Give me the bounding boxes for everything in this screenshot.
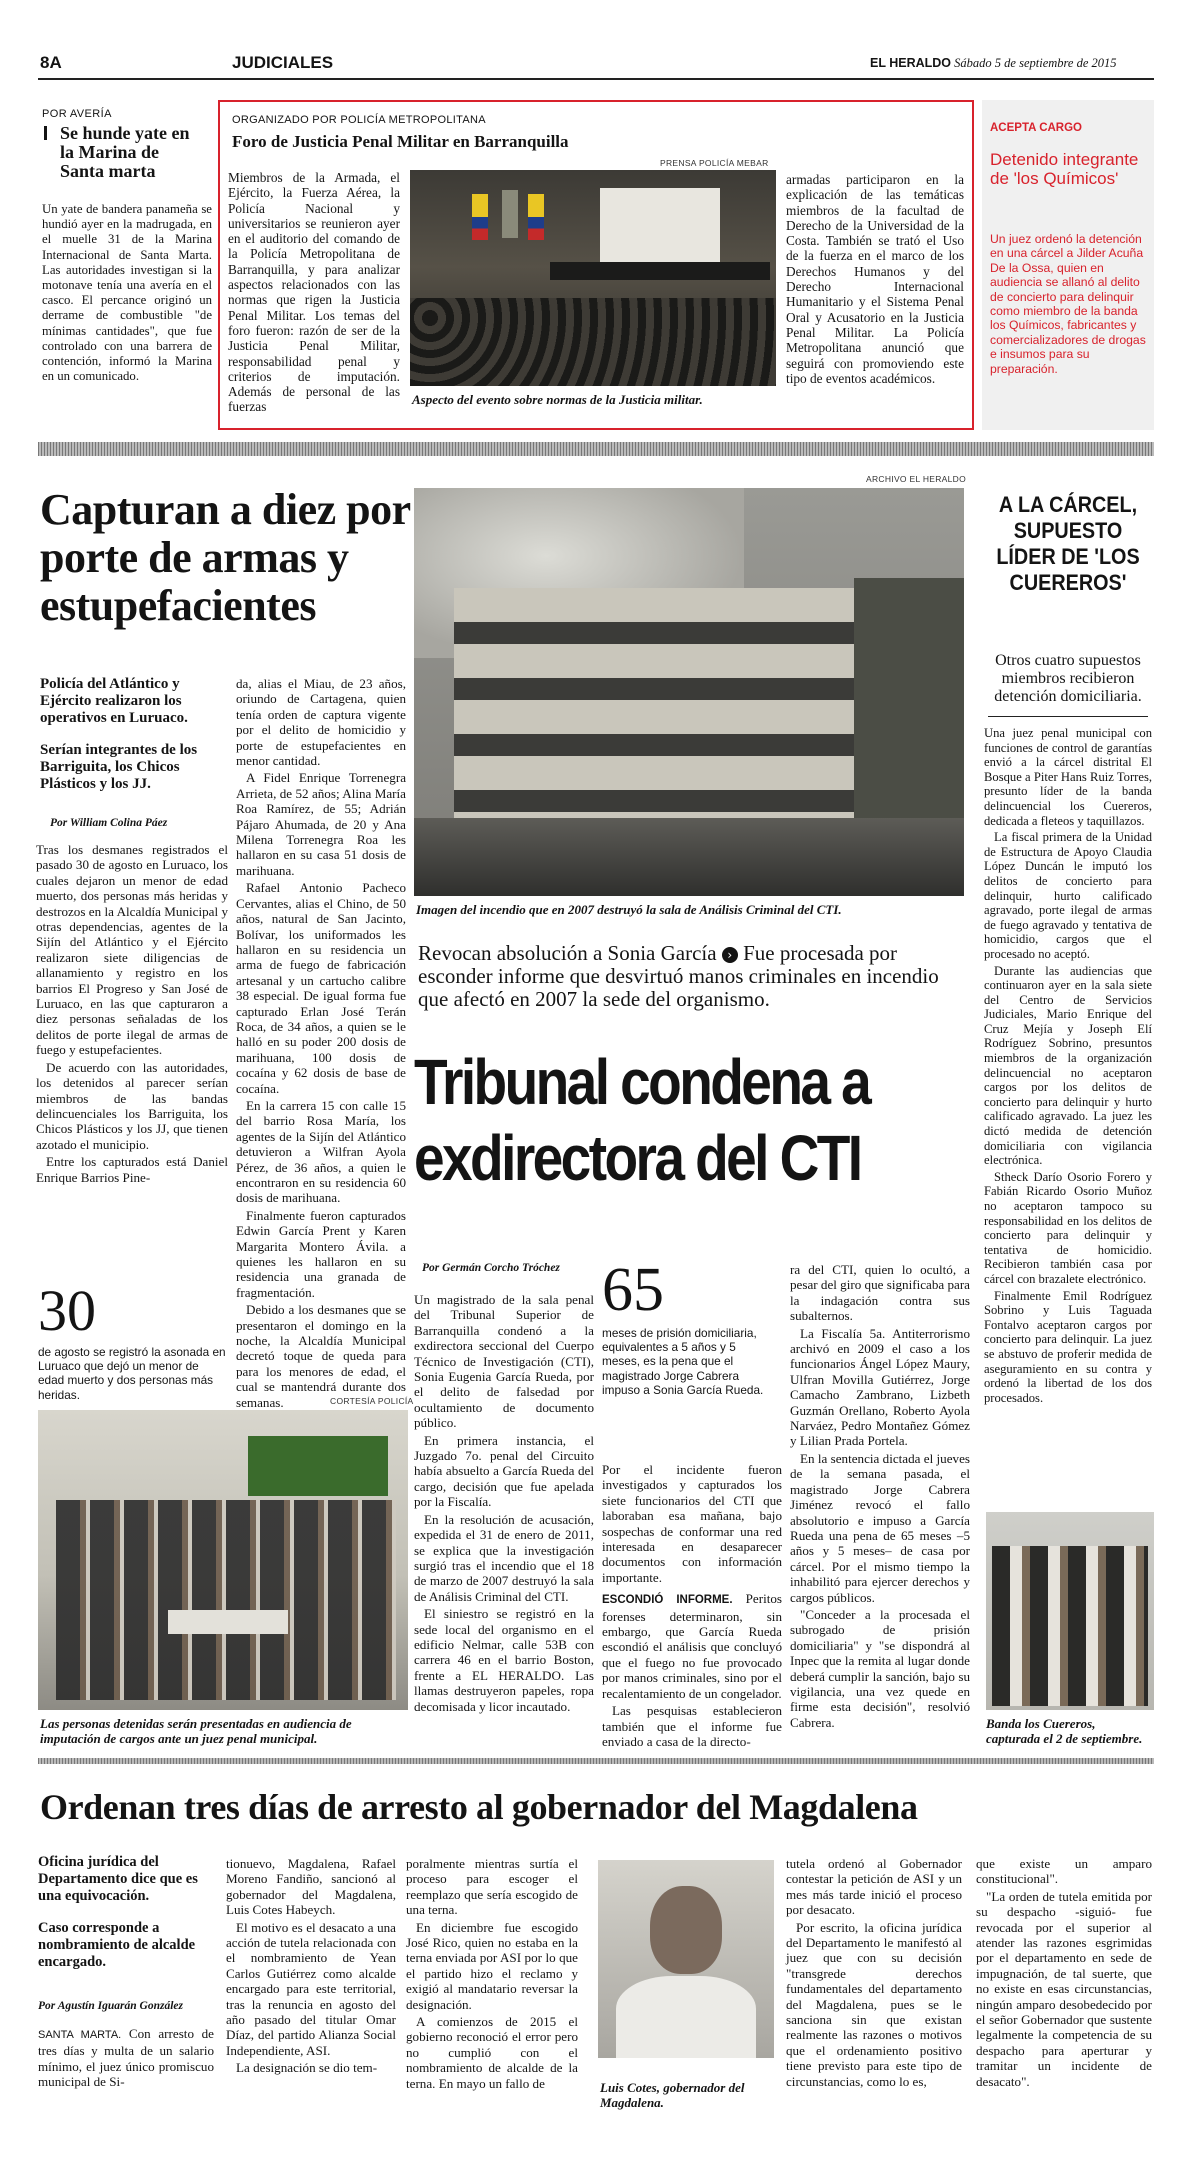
cuereros-headline: A LA CÁRCEL, SUPUESTO LÍDER DE 'LOS CUEREROS': [996, 492, 1140, 595]
flag-3: [528, 194, 544, 240]
gobernador-headline: Ordenan tres días de arresto al gobernador del Magdalena: [40, 1787, 918, 1827]
cti-col2-p2: [602, 1591, 782, 1701]
police-banner: [248, 1436, 388, 1496]
gobernador-col2-p1: tionuevo, Magdalena, Rafael Moreno Fandiño, sancionó al gobernador del Magdalena, Luis Cotes Habeych.: [226, 1856, 396, 1918]
issue-date: Sábado 5 de septiembre de 2015: [954, 56, 1117, 70]
cuereros-caption: Banda los Cuereros, capturada el 2 de septiembre.: [986, 1716, 1143, 1746]
armas-col2-p2: A Fidel Enrique Torrenegra Arrieta, de 52 años; Alina María Roa Ramírez, de 55; Adrián Pájaro Ahumada, de 20 y Ana Milena Torrenegra Roa les hallaron en su casa 51 dosis de marihuana.: [236, 770, 406, 878]
cti-col1-p1: Un magistrado de la sala penal del Tribunal Superior de Barranquilla condenó a la exdirectora seccional del Cuerpo Técnico de Investigación (CTI), Sonia Eugenia García Rueda, por el delito de falsedad por ocultamiento de documento público.: [414, 1292, 594, 1431]
gobernador-col1: [38, 2026, 214, 2092]
cti-col3-p3: En la sentencia dictada el jueves de la semana pasada, el magistrado Jorge Cabrera Jiménez revocó el fallo absolutorio e impuso a García Rueda una pena de 65 meses –5 años y 5 meses– de casa por cárcel. Por el mismo tiempo la inhabilitó para ejercer derechos y cargos públicos.: [790, 1450, 970, 1605]
bullet-bar: [44, 126, 47, 140]
street-vehicles: [414, 818, 964, 896]
armas-stat-text: de agosto se registró la asonada en Luruaco que dejó un menor de edad muerto y dos personas más heridas.: [38, 1345, 226, 1402]
cuereros-photo: [986, 1512, 1154, 1710]
gobernador-col2-p3: La designación se dio tem-: [236, 2060, 378, 2076]
cti-subhead: ESCONDIÓ INFORME.: [602, 1594, 733, 1607]
paper-name: EL HERALDO: [870, 56, 952, 70]
gobernador-col4-p1: tutela ordenó al Gobernador contestar la petición de ASI y un mes más tarde inició el proceso por desacato.: [786, 1856, 962, 1918]
cuereros-p5: Finalmente Emil Rodríguez Sobrino y Luis Taguada Fontalvo aceptaron cargos por concierto para delinquir. La juez se abstuvo de proferir medida de aseguramiento en su contra y ordenó la libertad de los dos procesados.: [984, 1288, 1152, 1405]
seized-items-table: [168, 1610, 288, 1634]
armas-col1-p1: Tras los desmanes registrados el pasado 30 de agosto en Luruaco, los cuales dejaron un menor de edad muerto, dos personas más heridas y destrozos en la Alcaldía Municipal y otras dependencias, agentes de la Sijín del Atlántico y el Ejército realizaron siete diligencias de allanamiento y registro en los barrios El Progreso y San José de Luruaco, en las que capturaron a diez personas señaladas de los delitos de porte ilegal de armas de fuego y estupefacientes.: [36, 842, 228, 1058]
armas-col2: [236, 676, 406, 1412]
foro-kicker: ORGANIZADO POR POLICÍA METROPOLITANA: [232, 114, 486, 126]
cti-col2: [602, 1462, 782, 1751]
armas-photo-credit: CORTESÍA POLICÍA: [330, 1396, 414, 1406]
gobernador-col5-p1: que existe un amparo constitucional".: [976, 1856, 1152, 1887]
building: [454, 588, 884, 838]
gobernador-caption: Luis Cotes, gobernador del Magdalena.: [600, 2080, 745, 2110]
cti-col3: [790, 1262, 970, 1732]
background-tree: [854, 578, 964, 818]
detained-group: [56, 1500, 396, 1700]
cuereros-p4: Stheck Darío Osorio Forero y Fabián Ricardo Osorio Muñoz no aceptaron tampoco su responsabilidad en los delitos de concierto para delinquir y tentativa de homicidio. Recibieron también casa por cárcel con brazalete electrónico.: [984, 1169, 1152, 1286]
foro-photo-credit: PRENSA POLICÍA MEBAR: [660, 158, 769, 168]
gobernador-col3-p2: En diciembre fue escogido José Rico, quien no estaba en la terna enviada por ASI por lo que el partido hizo el reclamo y exigió al mandatario reversar la designación.: [406, 1919, 578, 2012]
cti-col3-p2: La Fiscalía 5a. Antiterrorismo archivó en 2009 el caso a los funcionarios Ángel López Maury, Ulfran Movilla Gutiérrez, Jorge Camacho Zambrano, Lizbeth Guzmán Orellano, Roberto Ayola Narváez, Pedro Montañez Gómez y Lilian Prada Portela.: [790, 1325, 970, 1449]
gobernador-byline: Por Agustín Iguarán González: [38, 2000, 183, 2012]
armas-col1-p3: Entre los capturados está Daniel Enrique Barrios Pine-: [36, 1154, 228, 1185]
masthead-date: [870, 56, 1117, 71]
quimicos-title: Detenido integrante de 'los Químicos': [990, 150, 1139, 188]
gobernador-photo: [598, 1860, 774, 2058]
incendio-caption: Imagen del incendio que en 2007 destruyó la sala de Análisis Criminal del CTI.: [416, 902, 842, 917]
cti-col2-p2-text: Peritos forenses determinaron, sin embargo, que García Rueda escondió el análisis que concluyó que el fuego no fue provocado por manos criminales, sino por el recalentamiento de un congelador.: [602, 1591, 782, 1701]
cti-deck: [418, 942, 974, 1011]
armas-byline: Por William Colina Páez: [50, 817, 168, 829]
quimicos-body: Un juez ordenó la detención en una cárcel a Jilder Acuña De la Ossa, quien en audiencia se allanó al delito de concierto para delinquir como miembro de la banda los Químicos, fabricantes y comercializadores de drogas e insumos para su preparación.: [990, 232, 1146, 376]
section-name: JUDICIALES: [232, 53, 334, 72]
detainees: [992, 1546, 1148, 1706]
gobernador-sub2: Caso corresponde a nombramiento de alcalde encargado.: [38, 1920, 196, 1970]
cuereros-p1: Una juez penal municipal con funciones de control de garantías envió a la cárcel distrital El Bosque a Piter Hans Ruiz Torres, presunto líder de la banda delincuencial los Cuereros, dedicada a fleteos y taquillazos.: [984, 726, 1152, 828]
incendio-photo: [414, 488, 964, 896]
flag-1: [472, 194, 488, 240]
cti-stat-number: 65: [602, 1256, 664, 1324]
arrow-right-icon: ›: [722, 947, 738, 963]
cti-col3-p4: "Conceder a la procesada el subrogado de prisión domiciliaria" y "se dispondrá al Inpec que la remita al lugar donde deberá cumplir la sanción, bajo su vigilancia, una vez quede en firme esta decisión", resolvió Cabrera.: [790, 1606, 970, 1730]
portrait-shirt: [616, 1976, 756, 2058]
cti-col1: [414, 1292, 594, 1716]
cuereros-p3: Durante las audiencias que continuaron ayer en la sala siete del Centro de Servicios Judiciales, Mario Enrique del Cruz Mejía y Joseph Elí Rodríguez Sobrino, presuntos miembros de la organización delincuencial no aceptaron cargos por los delitos de concierto para delinquir y hurto calificado agravado. La juez les dictó medida de detención domiciliaria con vigilancia electrónica.: [984, 963, 1152, 1168]
cti-deck-rest: Fue procesada por esconder informe que desvirtuó manos criminales en incendio que afectó en 2007 la sede del organismo.: [418, 941, 939, 1011]
cti-stat-text: meses de prisión domiciliaria, equivalentes a 5 años y 5 meses, es la pena que el magistrado Jorge Cabrera impuso a Sonia García Rueda.: [602, 1326, 764, 1397]
armas-col2-p3: Rafael Antonio Pacheco Cervantes, alias el Chino, de 50 años, natural de San Jacinto, Bolívar, los uniformados les hallaron en su residencia un arma de fuego de fabricación artesanal y un cartucho calibre 38 especial. De igual forma fue capturado Erlan José Terán Roca, de 34 años, a quien se le halló en su poder 200 dosis de marihuana, 100 dosis de cocaína y 62 dosis de base de cocaína.: [236, 880, 406, 1096]
projection-screen: [600, 188, 720, 268]
armas-col2-p1: da, alias el Miau, de 23 años, oriundo de Cartagena, quien tenía orden de captura vigente por el delito de homicidio y porte de estupefacientes en menor cantidad.: [236, 676, 406, 769]
portrait-head: [650, 1886, 722, 1974]
armas-sub1: Policía del Atlántico y Ejército realizaron los operativos en Luruaco.: [40, 676, 188, 726]
audience: [410, 298, 776, 386]
armas-headline: Capturan a diez por porte de armas y estupefacientes: [40, 485, 410, 630]
cuereros-rule: [988, 716, 1148, 717]
cuereros-deck: Otros cuatro supuestos miembros recibieron detención domiciliaria.: [994, 652, 1142, 705]
gobernador-col3: [406, 1856, 578, 2093]
gobernador-col4: [786, 1856, 962, 2091]
gobernador-col3-p1: poralmente mientras surtía el proceso para escoger el reemplazo que sería escogido de una terna.: [406, 1856, 578, 1918]
foro-body-right: armadas participaron en la explicación de las temáticas miembros de la facultad de Derecho de la Universidad de la Costa. También se trató el Uso de la fuerza en el marco de los Derechos Humanos y del Derecho Internacional Humanitario y el Sistema Penal Oral y Acusatorio en la Justicia Penal Militar. La Policía Metropolitana anunció que seguirá con promoviendo este tipo de eventos académicos.: [786, 172, 964, 386]
cti-byline: Por Germán Corcho Tróchez: [422, 1262, 560, 1274]
cuereros-p2: La fiscal primera de la Unidad de Estructura de Apoyo Claudia López Duncán le imputó los delitos de concierto para delinquir, hurto calificado agravado, porte ilegal de armas de fuego agravado y tentativa de homicidio, cargos que el procesado no aceptó.: [984, 830, 1152, 961]
stage-table: [550, 262, 770, 280]
cti-col1-p3: En la resolución de acusación, expedida el 31 de enero de 2011, se explica que la investigación surgió tras el incendio que el 18 de marzo de 2007 destruyó la sala de Análisis Criminal del CTI.: [414, 1511, 594, 1604]
cti-deck-lead: Revocan absolución a Sonia García: [418, 941, 717, 965]
gobernador-col5: [976, 1856, 1152, 2091]
gobernador-col2-p2: El motivo es el desacato a una acción de tutela relacionada con el nombramiento de Yean Carlos Gutiérrez como alcalde encargado para este territorial, tras la renuncia en agosto del año pasado del titular Omar Díaz, del partido Alianza Social Independiente, ASI.: [226, 1919, 396, 2058]
armas-col2-p6: Debido a los desmanes que se presentaron el domingo en la noche, la Alcaldía Municipal decretó toque de queda para para los menores de edad, el cual se mantendrá durante dos semanas.: [236, 1302, 406, 1410]
foro-title: Foro de Justicia Penal Militar en Barranquilla: [232, 132, 569, 151]
gobernador-col3-p3: A comienzos de 2015 el gobierno reconoció el error pero no cumplió con el nombramiento de alcalde de la terna. En mayo un fallo de: [406, 2014, 578, 2091]
cti-col2-p1: Por el incidente fueron investigados y capturados los siete funcionarios del CTI que laboraban esa mañana, bajo sospechas de conformar una red interesada en desaparecer documentos con información importante.: [602, 1462, 782, 1585]
cti-col2-p3: Las pesquisas establecieron también que el informe fue enviado a casa de la directo-: [602, 1703, 782, 1749]
armas-col2-p4: En la carrera 15 con calle 15 del barrio Rosa María, los agentes de la Sijín del Atlántico detuvieron a Wilfran Ayola Pérez, de 36 años, a quien le encontraron en su residencia 60 dosis de marihuana.: [236, 1097, 406, 1206]
separator-hatch-2: [38, 1758, 1154, 1764]
cti-col1-p2: En primera instancia, el Juzgado 7o. penal del Circuito había absuelto a García Rueda del cargo, decisión que fue apelada por la Fiscalía.: [414, 1432, 594, 1510]
foro-body-left: Miembros de la Armada, el Ejército, la Fuerza Aérea, la Policía Nacional y universitarios se reunieron ayer en el auditorio del comando de la Policía Metropolitana de Barranquilla, y para analizar aspectos relacionados con las normas que rigen la Justicia Penal Militar. Los temas del foro fueron: razón de ser de la Justicia Penal Militar, responsabilidad penal y criterios de imputación. Además de personal de las fuerzas: [228, 170, 400, 415]
cuereros-body: [984, 726, 1152, 1407]
page-number: 8A: [40, 53, 62, 72]
brief-title: Se hunde yate en la Marina de Santa marta: [60, 123, 190, 181]
separator-hatch: [38, 442, 1154, 456]
gobernador-col1-text: Con arresto de tres días y multa de un salario mínimo, el juez único promiscuo municipal de Si-: [38, 2026, 214, 2090]
foro-caption: Aspecto del evento sobre normas de la Justicia militar.: [412, 392, 703, 407]
gobernador-col2: [226, 1856, 396, 2078]
cti-col1-p4: El siniestro se registró en la sede local del organismo en el edificio Nelmar, calle 53B con carrera 46 en el barrio Boston, frente a EL HERALDO. Las llamas destruyeron papeles, ropa decomisada y licor incautado.: [414, 1606, 594, 1714]
gobernador-sub1: Oficina jurídica del Departamento dice que es una equivocación.: [38, 1854, 198, 1904]
cti-headline: Tribunal condena a exdirectora del CTI: [414, 1046, 870, 1194]
flag-2: [502, 190, 518, 238]
armas-col1: [36, 842, 228, 1187]
armas-sub2: Serían integrantes de los Barriguita, los Chicos Plásticos y los JJ.: [40, 742, 198, 792]
dateline: SANTA MARTA.: [38, 2029, 122, 2041]
header-rule: [38, 78, 1154, 80]
incendio-credit: ARCHIVO EL HERALDO: [866, 474, 967, 484]
armas-col1-p2: De acuerdo con las autoridades, los detenidos al parecer serían miembros de las bandas delincuenciales los Barriguita, los Chicos Plásticos y los JJ, que tienen azotado el municipio.: [36, 1059, 228, 1152]
armas-stat-number: 30: [38, 1278, 96, 1343]
armas-caption: Las personas detenidas serán presentadas en audiencia de imputación de cargos ante un juez penal municipal.: [40, 1716, 352, 1746]
armas-photo: [38, 1410, 408, 1710]
brief-kicker: POR AVERÍA: [42, 108, 112, 120]
gobernador-col1-p1: [38, 2026, 214, 2090]
foro-photo: [410, 170, 776, 386]
quimicos-kicker: ACEPTA CARGO: [990, 122, 1082, 134]
brief-body: Un yate de bandera panameña se hundió ayer en la madrugada, en el muelle 31 de la Marina Internacional de Santa Marta. Las autoridades investigan si la motonave tenía una avería en el casco. El percance originó un derrame de combustible "de mínimas cantidades", que fue controlado con una barrera de contención, informó la Marina en un comunicado.: [42, 202, 212, 384]
gobernador-col4-p2: Por escrito, la oficina jurídica del Departamento le manifestó al juez que con su decisión "transgrede derechos fundamentales del departamento del Magdalena, pues se le sanciona sin que existan realmente las razones o motivos que el ordenamiento positivo tiene previsto para este tipo de circunstancias, como lo es,: [786, 1919, 962, 2089]
armas-col2-p5: Finalmente fueron capturados Edwin García Prent y Karen Margarita Montero Ávila. a quienes les hallaron en su residencia una granada de fragmentación.: [236, 1207, 406, 1300]
cti-col3-p1: ra del CTI, quien lo ocultó, a pesar del giro que significaba para la indagación contra sus subalternos.: [790, 1262, 970, 1324]
gobernador-col5-p2: "La orden de tutela emitida por su despacho -siguió- fue revocada por el superior al atender las razones esgrimidas por el departamento en sede de impugnación, de tal suerte, que no existe en esas circunstancias, ningún amparo desobedecido por el señor Gobernador que sustente legalmente la competencia de su despacho para aperturar y tramitar un incidente de desacato".: [976, 1888, 1152, 2089]
